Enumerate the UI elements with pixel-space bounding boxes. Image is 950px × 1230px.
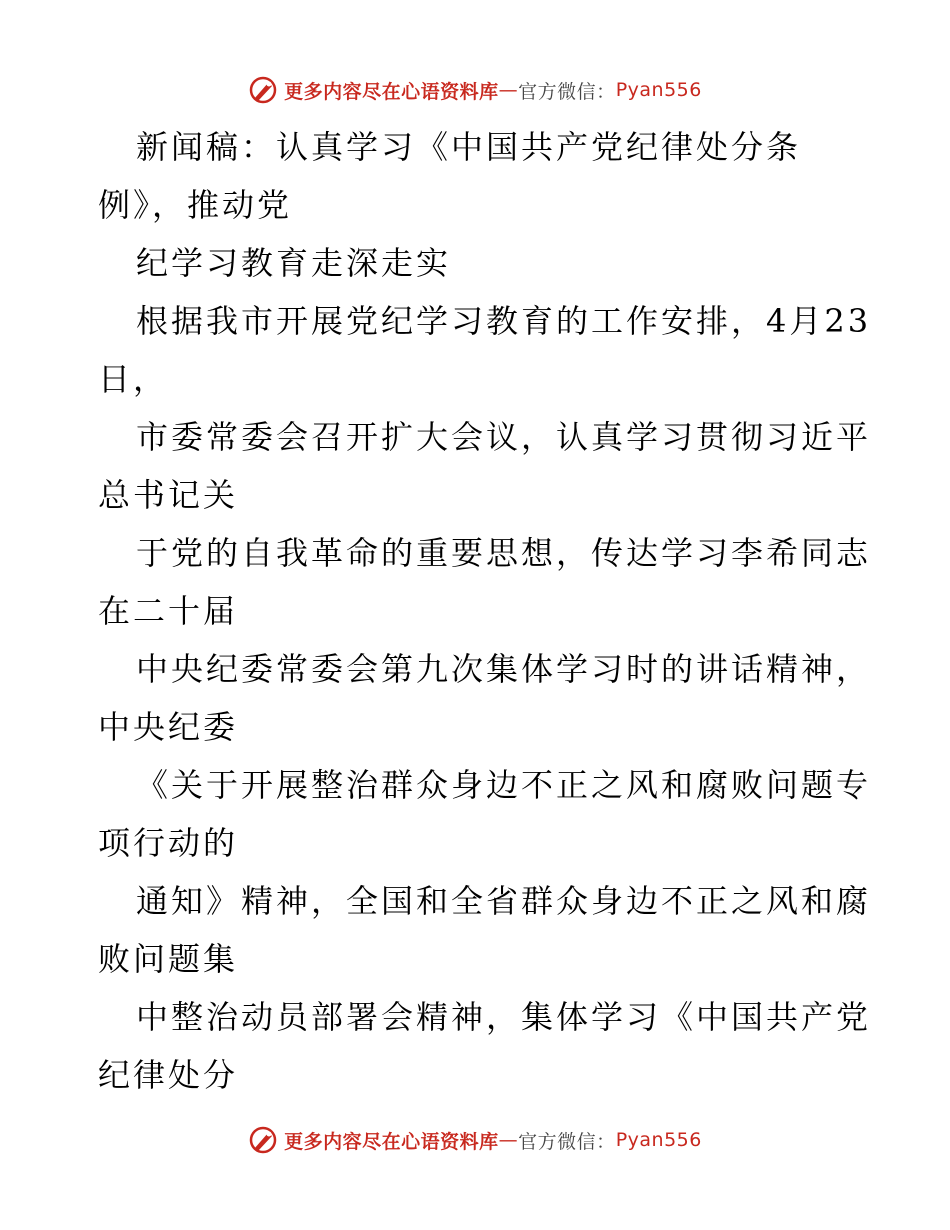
watermark-dash: —	[498, 1129, 519, 1151]
watermark-wechat-id: Pyan556	[615, 79, 702, 101]
text-line: 中央纪委	[98, 708, 239, 746]
pen-logo-icon	[248, 1125, 278, 1155]
text-line: 例》，推动党	[98, 186, 293, 224]
watermark-wechat-id: Pyan556	[615, 1129, 702, 1151]
text-line: 在二十届	[98, 592, 239, 630]
text-line: 日，	[98, 360, 169, 398]
text-line: 《关于开展整治群众身边不正之风和腐败问题专	[136, 766, 872, 804]
text-line: 总书记关	[98, 476, 239, 514]
text-line: 纪律处分	[98, 1056, 239, 1094]
watermark-official-label: 官方微信：	[518, 1130, 616, 1153]
text-line: 纪学习教育走深走实	[136, 244, 452, 282]
watermark-dash: —	[498, 79, 519, 101]
document-body	[98, 118, 872, 1104]
watermark-brand: 更多内容尽在心语资料库	[284, 80, 499, 103]
text-line: 败问题集	[98, 940, 239, 978]
text-line: 项行动的	[98, 824, 239, 862]
pen-logo-icon	[248, 75, 278, 105]
watermark-brand: 更多内容尽在心语资料库	[284, 1130, 499, 1153]
text-line: 于党的自我革命的重要思想，传达学习李希同志	[136, 534, 872, 572]
header-watermark	[0, 70, 950, 110]
text-line: 根据我市开展党纪学习教育的工作安排，4月23	[136, 302, 872, 340]
text-line: 中整治动员部署会精神，集体学习《中国共产党	[136, 998, 872, 1036]
text-line: 通知》精神，全国和全省群众身边不正之风和腐	[136, 882, 872, 920]
footer-watermark	[0, 1120, 950, 1160]
text-line: 市委常委会召开扩大会议，认真学习贯彻习近平	[136, 418, 872, 456]
text-line: 中央纪委常委会第九次集体学习时的讲话精神，	[136, 650, 872, 688]
watermark-official-label: 官方微信：	[518, 80, 616, 103]
text-line: 新闻稿：认真学习《中国共产党纪律处分条	[136, 128, 802, 166]
